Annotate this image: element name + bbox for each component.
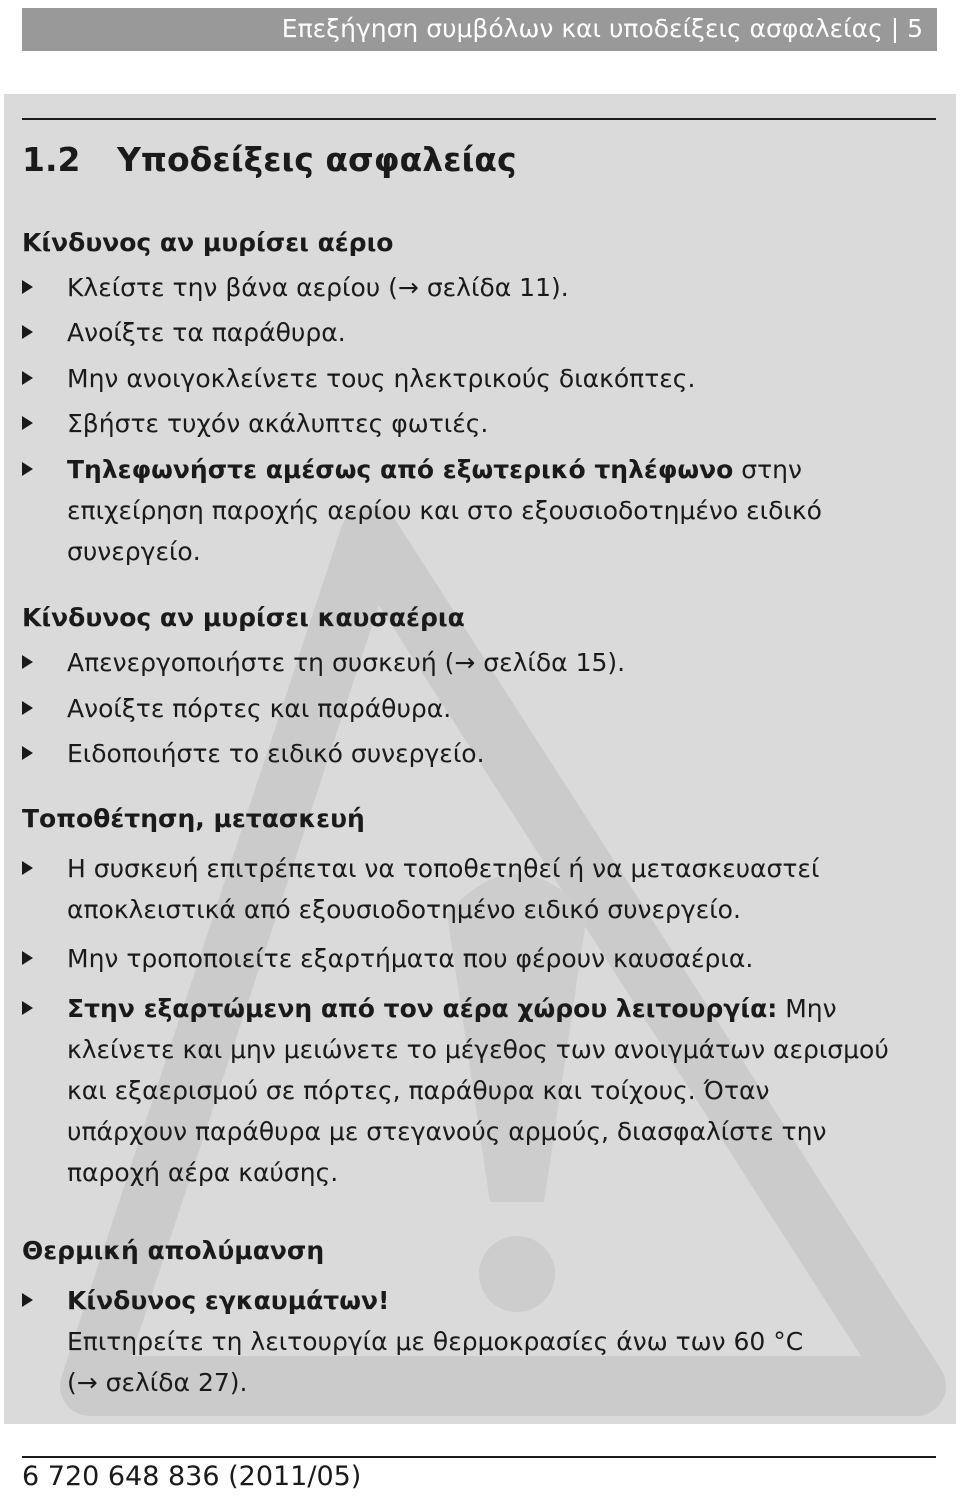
list-item-text: υπάρχουν παράθυρα με στεγανούς αρμούς, διασφαλίστε την: [67, 1117, 827, 1146]
section-top-rule: [22, 118, 936, 120]
header-title: Επεξήγηση συμβόλων και υποδείξεις ασφαλείας | 5: [281, 14, 923, 43]
bullet-arrow-icon: [22, 701, 33, 715]
document-number: 6 720 648 836 (2011/05): [22, 1461, 362, 1492]
list-item-text: Κλείστε την βάνα αερίου (→ σελίδα 11).: [67, 273, 569, 302]
list-item-text: Επιτηρείτε τη λειτουργία με θερμοκρασίες άνω των 60 °C: [67, 1327, 804, 1356]
list-item-text: Απενεργοποιήστε τη συσκευή (→ σελίδα 15).: [67, 648, 626, 677]
list-item: [22, 642, 934, 683]
list-item: [22, 688, 934, 729]
list-item-text: (→ σελίδα 27).: [67, 1368, 248, 1397]
thermal-heading: Θερμική απολύμανση: [22, 1236, 325, 1265]
list-item: [22, 938, 934, 979]
bullet-arrow-icon: [22, 325, 33, 339]
bullet-arrow-icon: [22, 462, 33, 476]
list-item: [22, 1280, 934, 1403]
list-item: [22, 267, 934, 308]
list-item-text: κλείνετε και μην μειώνετε το μέγεθος των ανοιγμάτων αερισμού: [67, 1035, 889, 1064]
list-item-text: Στην εξαρτώμενη από τον αέρα χώρου λειτουργία: Μην: [67, 994, 837, 1023]
list-item-text: συνεργείο.: [67, 537, 201, 566]
list-item-text: και εξαερισμού σε πόρτες, παράθυρα και τοίχους. Όταν: [67, 1076, 770, 1105]
list-item-text: Μην τροποποιείτε εξαρτήματα που φέρουν καυσαέρια.: [67, 944, 754, 973]
list-item-text: αποκλειστικά από εξουσιοδοτημένο ειδικό συνεργείο.: [67, 895, 741, 924]
list-item-text: Τηλεφωνήστε αμέσως από εξωτερικό τηλέφωνο στην: [67, 455, 802, 484]
bullet-arrow-icon: [22, 951, 33, 965]
bullet-arrow-icon: [22, 371, 33, 385]
list-item: [22, 403, 934, 444]
list-item-text: Ανοίξτε τα παράθυρα.: [67, 318, 346, 347]
gas-danger-heading: Κίνδυνος αν μυρίσει αέριο: [22, 228, 394, 257]
bullet-arrow-icon: [22, 416, 33, 430]
emphasis-text: Κίνδυνος εγκαυμάτων!: [67, 1286, 390, 1315]
flue-danger-heading: Κίνδυνος αν μυρίσει καυσαέρια: [22, 603, 465, 632]
section-title-text: Υποδείξεις ασφαλείας: [117, 140, 517, 179]
list-item: [22, 848, 934, 930]
list-item-text: Η συσκευή επιτρέπεται να τοποθετηθεί ή να μετασκευαστεί: [67, 854, 820, 883]
list-item-text: Ειδοποιήστε το ειδικό συνεργείο.: [67, 739, 485, 768]
bullet-arrow-icon: [22, 655, 33, 669]
bullet-arrow-icon: [22, 1001, 33, 1015]
bullet-arrow-icon: [22, 746, 33, 760]
list-item-text: επιχείρηση παροχής αερίου και στο εξουσιοδοτημένο ειδικό: [67, 496, 822, 525]
section-title: [22, 138, 517, 182]
install-heading: Τοποθέτηση, μετασκευή: [22, 804, 365, 833]
bullet-arrow-icon: [22, 1293, 33, 1307]
bullet-arrow-icon: [22, 861, 33, 875]
list-item-text: Μην ανοιγοκλείνετε τους ηλεκτρικούς διακόπτες.: [67, 364, 696, 393]
list-item: [22, 449, 934, 572]
header-bar: [22, 8, 937, 51]
list-item-text: Ανοίξτε πόρτες και παράθυρα.: [67, 694, 452, 723]
bullet-arrow-icon: [22, 280, 33, 294]
list-item: [22, 358, 934, 399]
list-item: [22, 312, 934, 353]
emphasis-text: Τηλεφωνήστε αμέσως από εξωτερικό τηλέφωνο: [67, 455, 734, 484]
list-item-text: παροχή αέρα καύσης.: [67, 1158, 339, 1187]
list-item-text: Σβήστε τυχόν ακάλυπτες φωτιές.: [67, 409, 489, 438]
list-item-text: [67, 1280, 934, 1321]
list-item: [22, 733, 934, 774]
list-item: [22, 988, 934, 1193]
section-number: 1.2: [22, 140, 81, 179]
emphasis-text: Στην εξαρτώμενη από τον αέρα χώρου λειτουργία:: [67, 994, 778, 1023]
